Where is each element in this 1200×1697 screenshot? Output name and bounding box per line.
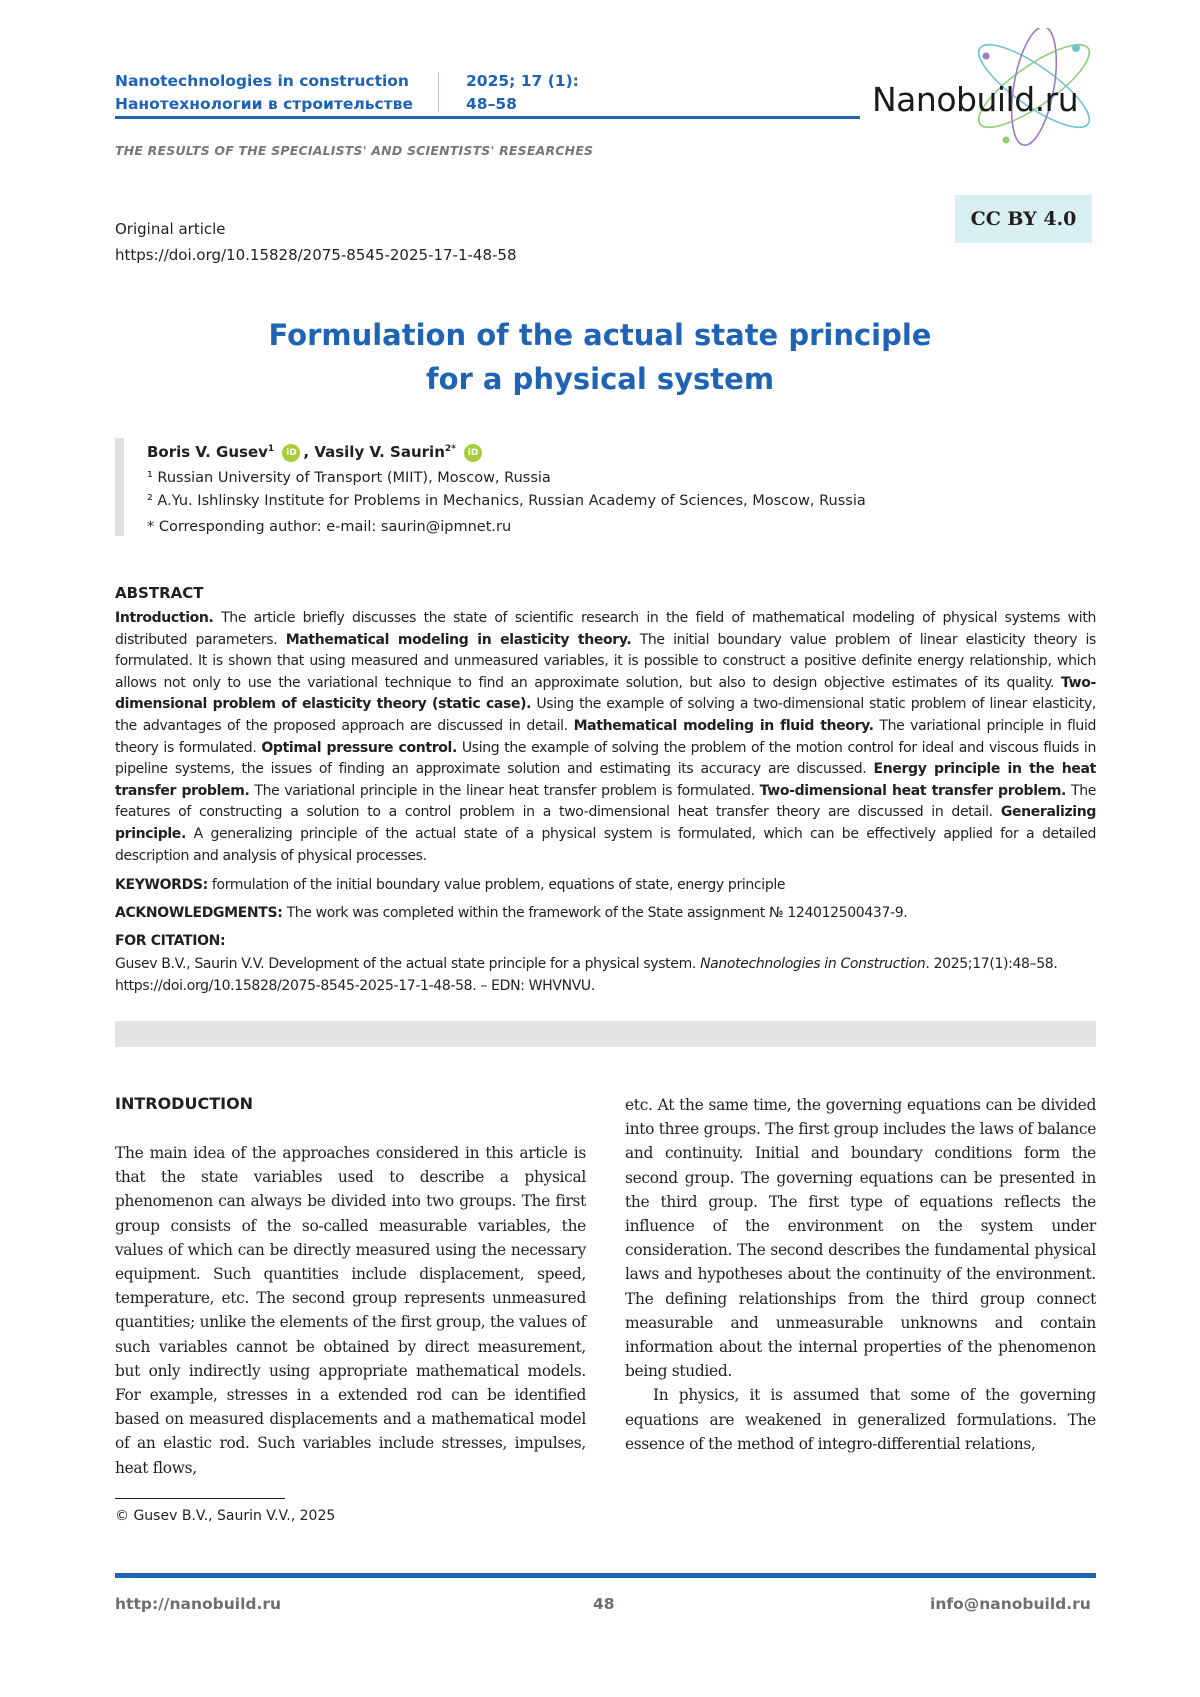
article-type: Original article bbox=[115, 220, 226, 238]
journal-name-ru: Нанотехнологии в строительстве bbox=[115, 95, 413, 113]
article-title bbox=[150, 313, 1050, 401]
author-list: Boris V. Gusev$^1$ iD , Vasily V. Saurin$^{2*}$ iD bbox=[147, 438, 485, 463]
author-2-sup: 2* bbox=[444, 444, 456, 454]
abstract-fluid-text: The variational principle in fluid theory is formulated. bbox=[115, 717, 1097, 756]
abstract-pressure-text: Using the example of solving the problem of the motion control for ideal and viscous fluids in pipeline systems, the issues of finding an approximate solution and estimating its accuracy are discussed. bbox=[115, 739, 1096, 778]
title-line-1: Formulation of the actual state principle bbox=[268, 318, 932, 352]
affiliation-bar bbox=[115, 438, 124, 536]
intro-paragraph-1: The main idea of the approaches considered in this article is that the state variables used to describe a physical phenomenon can always be divided into two groups. The first group consists of the so-called measurable variables, the values of which can be directly measured using the necessary equipment. Such quantities include displacement, speed, temperature, etc. The second group represents unmeasured quantities; unlike the elements of the first group, the values of such variables cannot be obtained by direct measurement, but only indirectly using appropriate mathematical models. For example, stresses in a extended rod can be identified based on measured displacements and a mathematical model of an elastic rod. Such variables include stresses, impulses, heat flows, bbox=[115, 1144, 586, 1477]
abstract-energy-head: Energy principle in the heat transfer problem. bbox=[115, 761, 1096, 799]
footer-site-link[interactable]: http://nanobuild.ru bbox=[115, 1595, 282, 1613]
affiliation-1: ¹ Russian University of Transport (MIIT), Moscow, Russia bbox=[147, 470, 551, 486]
right-column bbox=[625, 1093, 1096, 1456]
issue-number: 2025; 17 (1): bbox=[466, 72, 579, 90]
abstract-elasticity-head: Mathematical modeling in elasticity theory. bbox=[285, 631, 632, 648]
footer-rule bbox=[115, 1573, 1096, 1578]
citation-heading: FOR CITATION: bbox=[115, 933, 226, 949]
footnote-rule bbox=[115, 1498, 285, 1499]
intro-paragraph-3: In physics, it is assumed that some of the governing equations are weakened in generalized formulations. The essence of the method of integro-differential relations, bbox=[625, 1386, 1096, 1453]
citation-label bbox=[115, 931, 1096, 953]
abstract-energy-text: The variational principle in the linear heat transfer problem is formulated. bbox=[249, 782, 760, 799]
left-column bbox=[115, 1141, 586, 1480]
section-label: THE RESULTS OF THE SPECIALISTS' AND SCIENTISTS' RESEARCHES bbox=[115, 143, 594, 158]
abstract-pressure-head: Optimal pressure control. bbox=[261, 739, 457, 756]
affiliation-2: ² A.Yu. Ishlinsky Institute for Problems in Mechanics, Russian Academy of Sciences, Moscow, Russia bbox=[147, 493, 866, 509]
abstract-fluid-head: Mathematical modeling in fluid theory. bbox=[573, 717, 874, 734]
page-number: 48 bbox=[593, 1595, 615, 1613]
abstract-intro-head: Introduction. bbox=[115, 610, 214, 626]
issue-info bbox=[466, 70, 579, 116]
abstract-2d-elasticity-head: Two-dimensional problem of elasticity theory (static case). bbox=[115, 674, 1096, 713]
acknowledgments-text: The work was completed within the framework of the State assignment № 124012500437-9. bbox=[282, 905, 908, 921]
title-line-2: for a physical system bbox=[425, 362, 775, 396]
abstract-body bbox=[115, 608, 1096, 867]
intro-paragraph-2: etc. At the same time, the governing equations can be divided into three groups. The first group includes the laws of balance and continuity. Initial and boundary conditions form the second group. The governing equations can be presented in the third group. The first type of equations reflects the influence of the environment on the system under consideration. The second describes the fundamental physical laws and hypotheses about the continuity of the environment. The defining relationships from the third group connect measurable and unmeasurable unknowns and contain information about the internal properties of the phenomenon being studied. bbox=[625, 1096, 1096, 1381]
article-meta bbox=[115, 216, 516, 268]
keywords-text: formulation of the initial boundary value problem, equations of state, energy principle bbox=[207, 877, 786, 893]
abstract-heat-text: The features of constructing a solution to a control problem in a two-dimensional heat transfer theory are discussed in detail. bbox=[115, 782, 1097, 821]
abstract-general-head: Generalizing principle. bbox=[115, 804, 1096, 842]
abstract-general-text: A generalizing principle of the actual state of a physical system is formulated, which can be effectively applied for a detailed description and analysis of physical processes. bbox=[115, 825, 1096, 864]
abstract-heat-head: Two-dimensional heat transfer problem. bbox=[759, 782, 1067, 799]
doi-link[interactable]: https://doi.org/10.15828/2075-8545-2025-17-1-48-58 bbox=[115, 246, 517, 264]
citation-text bbox=[115, 954, 1096, 997]
author-2-name: Vasily V. Saurin bbox=[314, 443, 445, 461]
divider-bar bbox=[115, 1021, 1096, 1047]
journal-name bbox=[115, 70, 413, 116]
copyright-footnote: © Gusev B.V., Saurin V.V., 2025 bbox=[115, 1508, 336, 1524]
abstract-elasticity-text: The initial boundary value problem of linear elasticity theory is formulated. It is shown that using measured and unmeasured variables, it is possible to construct a positive definite energy relationship, which allows not only to use the variational technique to find an approximate solution, but also to design objective estimates of its quality. bbox=[115, 631, 1097, 691]
header-separator bbox=[438, 72, 439, 112]
author-1-name: Boris V. Gusev bbox=[147, 443, 268, 461]
author-1-sup: 1 bbox=[267, 444, 275, 454]
citation-details: . 2025;17(1):48–58. https://doi.org/10.15828/2075-8545-2025-17-1-48-58. – EDN: WHVNVU. bbox=[115, 956, 1058, 994]
footer-email-link[interactable]: info@nanobuild.ru bbox=[930, 1595, 1091, 1613]
header-rule bbox=[115, 116, 860, 119]
corresponding-author: * Corresponding author: e-mail: saurin@ipmnet.ru bbox=[147, 519, 512, 535]
issue-pages: 48–58 bbox=[466, 95, 517, 113]
orcid-icon[interactable]: iD bbox=[282, 444, 300, 462]
introduction-heading: INTRODUCTION bbox=[115, 1094, 254, 1113]
citation-authors-title: Gusev B.V., Saurin V.V. Development of the actual state principle for a physical system. bbox=[115, 956, 701, 972]
keywords-label: KEYWORDS: bbox=[115, 877, 208, 893]
abstract-heading: ABSTRACT bbox=[115, 584, 204, 602]
citation-journal: Nanotechnologies in Construction bbox=[700, 956, 926, 972]
orcid-icon[interactable]: iD bbox=[464, 444, 482, 462]
abstract-intro-text: The article briefly discusses the state of scientific research in the field of mathematical modeling of physical systems with distributed parameters. bbox=[115, 610, 1096, 648]
abstract-2d-elasticity-text: Using the example of solving a two-dimensional static problem of linear elasticity, the advantages of the proposed approach are discussed in detail. bbox=[115, 696, 1096, 734]
keywords bbox=[115, 875, 1096, 897]
acknowledgments-label: ACKNOWLEDGMENTS: bbox=[115, 905, 283, 921]
logo-text: Nanobuild.ru bbox=[872, 80, 1079, 119]
license-badge: CC BY 4.0 bbox=[955, 195, 1092, 243]
journal-name-en: Nanotechnologies in construction bbox=[115, 72, 409, 90]
acknowledgments bbox=[115, 903, 1096, 925]
